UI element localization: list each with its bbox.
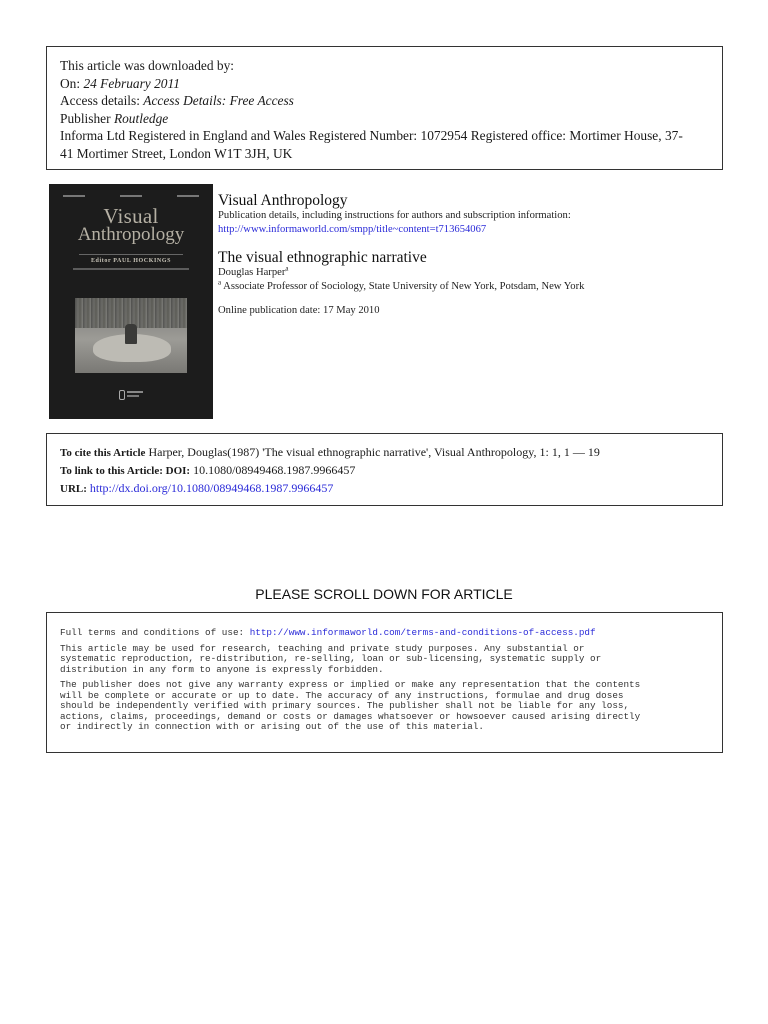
affiliation-superscript: a	[218, 278, 222, 287]
downloaded-by-text: This article was downloaded by:	[60, 58, 235, 73]
download-date-line	[60, 75, 710, 93]
affiliation-line	[218, 280, 718, 294]
usage-paragraph: This article may be used for research, teaching and private study purposes. Any substantial or systematic reproduction, re-distribution, re-selling, loan or sub-licensing, systematic supply or distribution in any form to anyone is expressly forbidden.	[60, 642, 602, 675]
author-superscript: a	[285, 264, 289, 273]
citation-box	[46, 433, 723, 506]
cite-label: To cite this Article	[60, 447, 146, 459]
download-date: 24 February 2011	[83, 75, 180, 91]
access-label: Access details:	[60, 93, 144, 108]
access-details-line	[60, 92, 710, 110]
download-info-box	[46, 46, 723, 170]
cover-editor: Editor PAUL HOCKINGS	[90, 258, 172, 264]
terms-url-link[interactable]: http://www.informaworld.com/terms-and-conditions-of-access.pdf	[249, 627, 596, 638]
access-value: Access Details: Free Access	[143, 93, 294, 108]
cover-divider	[79, 254, 183, 255]
doi-label: To link to this Article: DOI:	[60, 465, 191, 477]
cover-issue-info	[63, 195, 199, 198]
cite-text: Harper, Douglas(1987) 'The visual ethnographic narrative', Visual Anthropology, 1: 1, 1 — 19	[145, 445, 600, 459]
url-line	[60, 480, 710, 498]
cover-photo	[75, 298, 187, 373]
registration-line-1: Informa Ltd Registered in England and Wales Registered Number: 1072954 Registered office: Mortimer House, 37-	[60, 128, 683, 143]
author-line	[218, 266, 718, 280]
url-label: URL:	[60, 483, 87, 495]
journal-url-link[interactable]: http://www.informaworld.com/smpp/title~content=t713654067	[218, 224, 487, 235]
registration-line-2: 41 Mortimer Street, London W1T 3JH, UK	[60, 145, 293, 161]
publisher-label: Publisher	[60, 110, 114, 126]
terms-label: Full terms and conditions of use:	[60, 627, 250, 638]
journal-cover-image	[49, 184, 213, 419]
cite-line	[60, 444, 710, 462]
publisher-name: Routledge	[113, 110, 169, 126]
publisher-logo-icon	[119, 389, 143, 401]
article-info	[218, 192, 718, 318]
journal-name: Visual Anthropology	[218, 192, 348, 209]
on-label: On:	[60, 75, 84, 91]
cover-blurb	[73, 268, 189, 270]
doi-value: 10.1080/08949468.1987.9966457	[190, 463, 356, 477]
disclaimer-paragraph: The publisher does not give any warranty express or implied or make any representation that the contents will be complete or accurate or up to date. The accuracy of any instructions, formulae and drug doses should be independently verified with primary sources. The publisher shall not be liable for any loss, actions, claims, proceedings, demand or costs or damages whatsoever or howsoever caused arising directly or indirectly in connection with or arising out of the use of this material.	[60, 679, 641, 732]
article-title: The visual ethnographic narrative	[218, 249, 427, 266]
cover-title-line-2: Anthropology	[77, 224, 185, 245]
terms-box	[46, 612, 723, 753]
affiliation-text: Associate Professor of Sociology, State University of New York, Potsdam, New York	[221, 281, 585, 292]
doi-url-link[interactable]: http://dx.doi.org/10.1080/08949468.1987.9966457	[86, 481, 334, 495]
publisher-line	[60, 110, 710, 128]
doi-line	[60, 462, 710, 480]
online-publication-date: Online publication date: 17 May 2010	[218, 305, 380, 316]
publication-details: Publication details, including instructions for authors and subscription information:	[218, 210, 571, 221]
terms-line	[60, 628, 710, 639]
author-name: Douglas Harper	[218, 267, 286, 278]
scroll-down-notice: PLEASE SCROLL DOWN FOR ARTICLE	[255, 586, 513, 602]
cover-title-line-1: Visual	[103, 204, 159, 228]
